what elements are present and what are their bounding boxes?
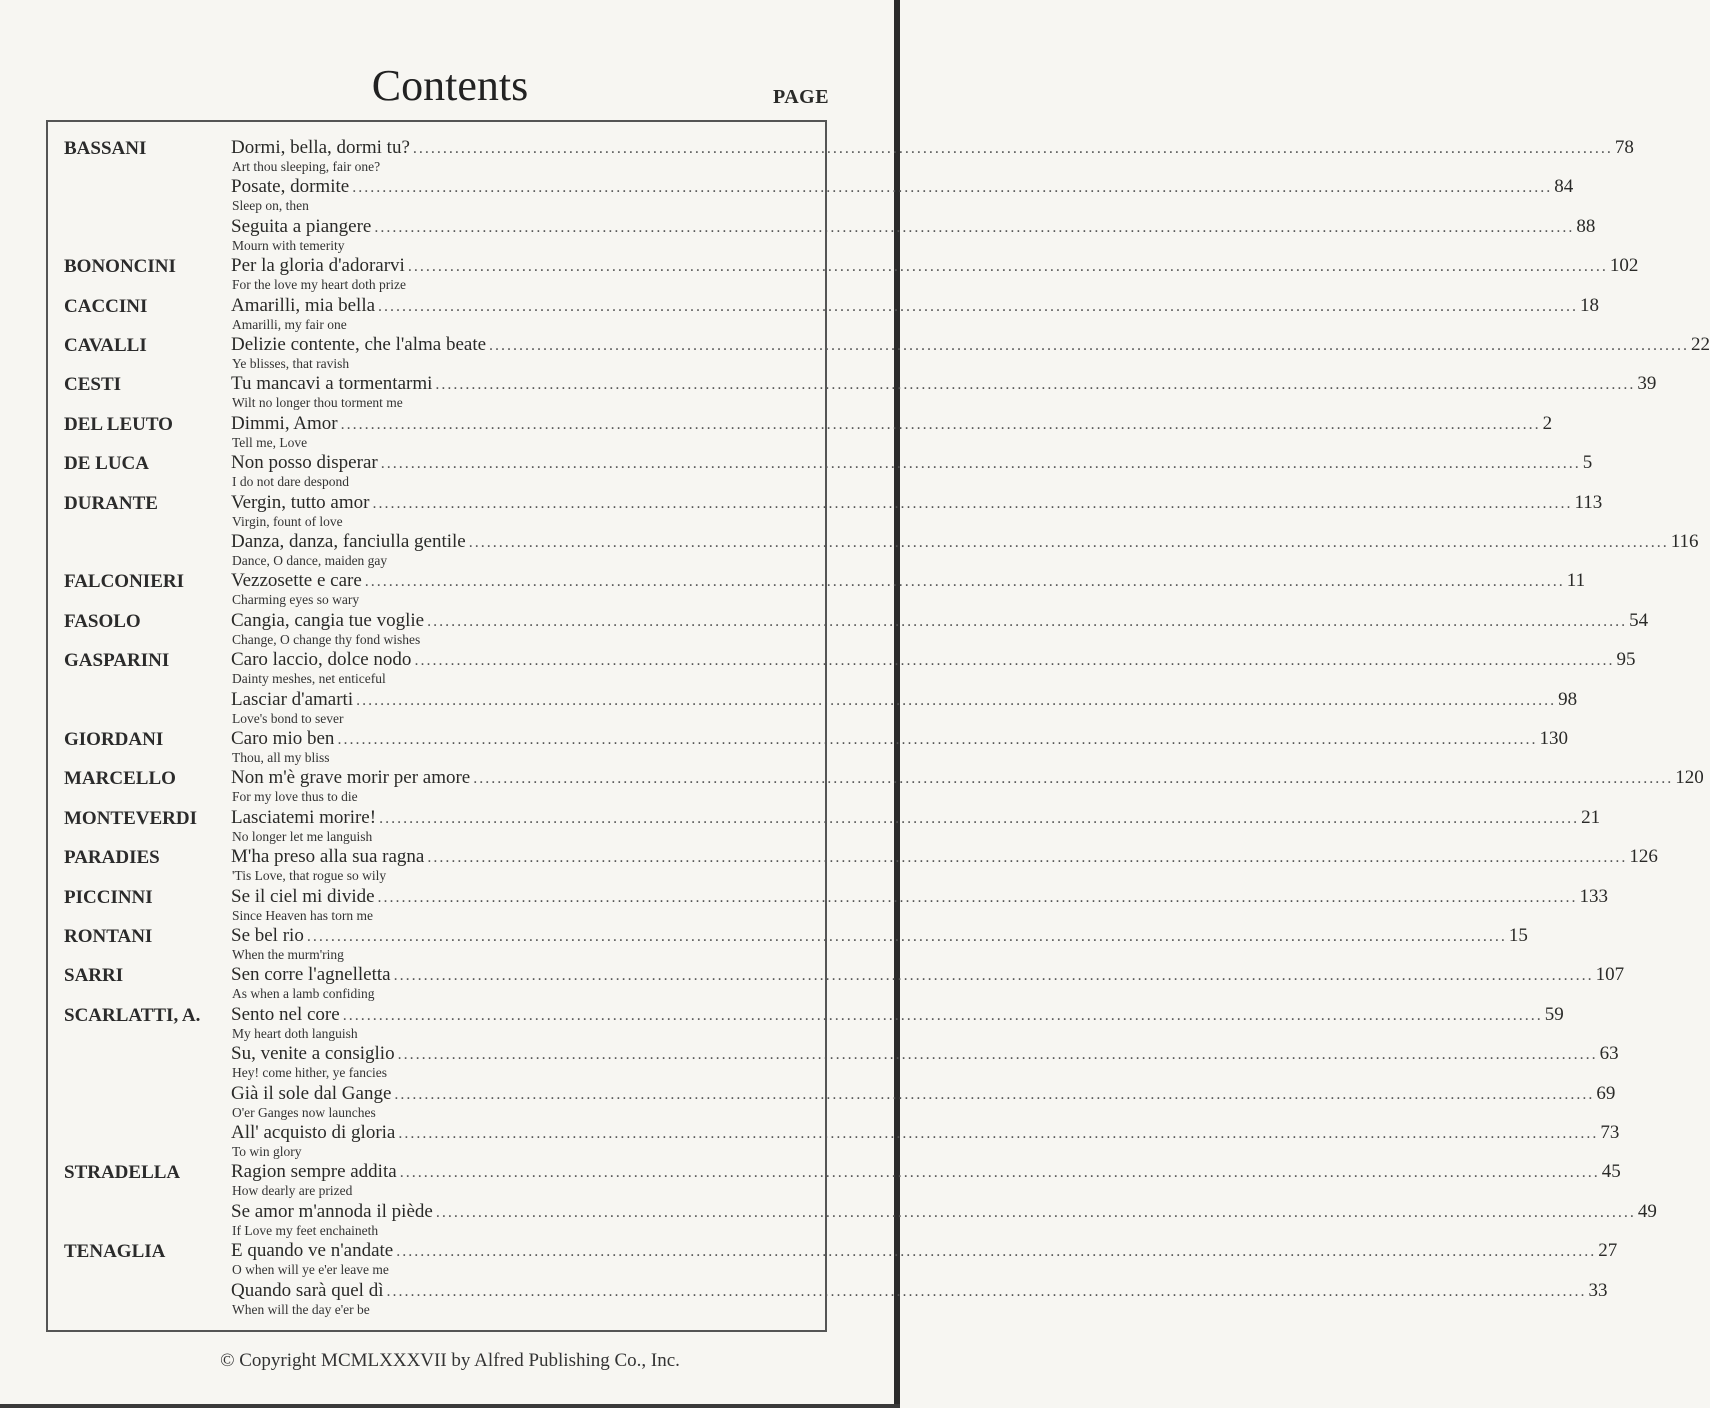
- contents-entry[interactable]: [231, 964, 1625, 986]
- composer-name: FASOLO: [64, 610, 141, 632]
- song-title: Se amor m'annoda il piède: [231, 1200, 433, 1222]
- song-title: E quando ve n'andate: [231, 1240, 394, 1262]
- title-translation: O'er Ganges now launches: [232, 1104, 376, 1120]
- title-translation: When will the day e'er be: [232, 1301, 370, 1317]
- title-translation: Since Heaven has torn me: [232, 907, 373, 923]
- song-title: Danza, danza, fanciulla gentile: [231, 531, 466, 552]
- composer-name: BASSANI: [64, 138, 147, 159]
- contents-entry[interactable]: [231, 531, 1699, 553]
- title-translation: Hey! come hither, ye fancies: [232, 1065, 388, 1081]
- dot-leader: ........................................................................................................................................................................................................: [412, 140, 1613, 157]
- page-number: 45: [1601, 1161, 1621, 1183]
- composer-name: STRADELLA: [64, 1162, 181, 1184]
- song-title: Ragion sempre addita: [231, 1161, 397, 1183]
- title-translation: When the murm'ring: [232, 947, 344, 962]
- contents-entry[interactable]: [231, 767, 1704, 789]
- title-translation: Ye blisses, that ravish: [232, 356, 350, 371]
- composer-name: GASPARINI: [64, 650, 170, 672]
- song-title: Non posso disperar: [231, 452, 378, 474]
- title-translation: Dainty meshes, net enticeful: [232, 671, 386, 687]
- song-title: Tu mancavi a tormentarmi: [231, 373, 433, 395]
- dot-leader: ........................................................................................................................................................................................................: [372, 494, 1573, 512]
- page-number: 130: [1539, 728, 1568, 749]
- contents-entry[interactable]: [231, 1082, 1616, 1105]
- page-number: 69: [1596, 1082, 1616, 1104]
- contents-entry[interactable]: [231, 215, 1596, 238]
- dot-leader: ........................................................................................................................................................................................................: [386, 1282, 1587, 1300]
- title-translation: Mourn with temerity: [232, 237, 345, 253]
- song-title: Se bel rio: [231, 925, 304, 946]
- dot-leader: ........................................................................................................................................................................................................: [337, 731, 1538, 748]
- song-title: Non m'è grave morir per amore: [231, 767, 471, 789]
- page-number: 113: [1574, 491, 1603, 513]
- dot-leader: ........................................................................................................................................................................................................: [473, 770, 1674, 788]
- song-title: Vergin, tutto amor: [231, 491, 370, 513]
- composer-name: PICCINNI: [64, 886, 153, 908]
- page-number: 78: [1614, 137, 1634, 158]
- page-number: 2: [1542, 412, 1553, 434]
- composer-name: CAVALLI: [64, 335, 147, 356]
- dot-leader: ........................................................................................................................................................................................................: [435, 376, 1636, 394]
- dot-leader: ........................................................................................................................................................................................................: [378, 297, 1579, 315]
- composer-name: FALCONIERI: [64, 571, 184, 593]
- page-number: 98: [1558, 688, 1578, 710]
- dot-leader: ........................................................................................................................................................................................................: [379, 809, 1580, 827]
- copyright-notice: © Copyright MCMLXXXVII by Alfred Publishing Co., Inc.: [220, 1350, 680, 1371]
- contents-entry[interactable]: [231, 412, 1553, 435]
- dot-leader: ........................................................................................................................................................................................................: [468, 534, 1669, 551]
- page-number: 116: [1670, 531, 1699, 552]
- dot-leader: ........................................................................................................................................................................................................: [489, 337, 1690, 354]
- title-translation: How dearly are prized: [232, 1183, 353, 1199]
- page-title: Contents: [371, 61, 529, 110]
- contents-entry[interactable]: [231, 491, 1603, 514]
- page-number: 126: [1629, 846, 1658, 868]
- dot-leader: ........................................................................................................................................................................................................: [364, 573, 1565, 591]
- song-title: Vezzosette e care: [231, 570, 362, 592]
- title-translation: Sleep on, then: [232, 198, 309, 214]
- song-title: Lasciatemi morire!: [231, 806, 377, 828]
- page-number: 49: [1637, 1200, 1657, 1222]
- song-title: Dormi, bella, dormi tu?: [231, 137, 410, 158]
- title-translation: If Love my feet enchaineth: [232, 1222, 379, 1238]
- dot-leader: ........................................................................................................................................................................................................: [398, 1125, 1599, 1142]
- song-title: Caro laccio, dolce nodo: [231, 649, 412, 671]
- composer-name: DEL LEUTO: [64, 413, 173, 435]
- contents-entry[interactable]: [231, 137, 1634, 159]
- composer-name: SARRI: [64, 965, 124, 987]
- dot-leader: ........................................................................................................................................................................................................: [427, 849, 1628, 867]
- composer-name: TENAGLIA: [64, 1241, 166, 1263]
- song-title: M'ha preso alla sua ragna: [231, 846, 425, 868]
- song-title: Sen corre l'agnelletta: [231, 964, 391, 986]
- page-number: 11: [1566, 570, 1586, 592]
- title-translation: O when will ye e'er leave me: [232, 1262, 389, 1278]
- composer-name: CACCINI: [64, 295, 148, 317]
- page-number: 59: [1544, 1003, 1564, 1025]
- song-title: Caro mio ben: [231, 728, 335, 749]
- page-number: 21: [1581, 806, 1601, 828]
- title-translation: For the love my heart doth prize: [232, 277, 406, 293]
- title-translation: 'Tis Love, that rogue so wily: [232, 868, 387, 884]
- song-title: Posate, dormite: [231, 176, 350, 198]
- contents-entry[interactable]: [231, 1161, 1621, 1183]
- page-number: 107: [1595, 964, 1625, 986]
- dot-leader: ........................................................................................................................................................................................................: [377, 888, 1578, 906]
- contents-entry[interactable]: [231, 1003, 1564, 1026]
- title-translation: Change, O change thy fond wishes: [232, 631, 421, 647]
- contents-entry[interactable]: [231, 806, 1601, 829]
- composer-name: SCARLATTI, A.: [64, 1004, 201, 1026]
- song-title: All' acquisto di gloria: [231, 1122, 396, 1143]
- composer-name: PARADIES: [64, 847, 160, 869]
- dot-leader: ........................................................................................................................................................................................................: [340, 415, 1541, 433]
- dot-leader: ........................................................................................................................................................................................................: [393, 967, 1594, 985]
- contents-entry[interactable]: [231, 925, 1528, 947]
- composer-name: DURANTE: [64, 492, 158, 514]
- song-title: Dimmi, Amor: [231, 412, 338, 434]
- page-number: 102: [1609, 255, 1639, 277]
- contents-entry[interactable]: [231, 1279, 1608, 1302]
- song-title: Seguita a piangere: [231, 215, 372, 237]
- dot-leader: ........................................................................................................................................................................................................: [342, 1006, 1543, 1024]
- page-number: 84: [1554, 176, 1574, 198]
- composer-name: BONONCINI: [64, 256, 176, 278]
- page-number: 39: [1637, 373, 1657, 395]
- dot-leader: ........................................................................................................................................................................................................: [407, 258, 1608, 276]
- dot-leader: ........................................................................................................................................................................................................: [427, 612, 1628, 630]
- contents-entry[interactable]: [231, 255, 1639, 277]
- page-bottom-edge: [0, 1404, 900, 1408]
- contents-entry[interactable]: [231, 609, 1649, 632]
- contents-entry[interactable]: [231, 294, 1600, 317]
- composer-name: MONTEVERDI: [64, 807, 198, 829]
- song-title: Quando sarà quel dì: [231, 1279, 384, 1301]
- contents-entry[interactable]: [231, 846, 1658, 868]
- contents-entry[interactable]: [231, 373, 1657, 395]
- page-number: 133: [1579, 885, 1609, 907]
- contents-entry[interactable]: [231, 570, 1586, 592]
- page-column-header: PAGE: [773, 86, 830, 108]
- page-number: 33: [1588, 1279, 1608, 1301]
- composer-name: GIORDANI: [64, 729, 164, 750]
- dot-leader: ........................................................................................................................................................................................................: [399, 1164, 1600, 1182]
- title-translation: To win glory: [232, 1144, 302, 1159]
- page-number: 22: [1691, 334, 1710, 355]
- page-number: 95: [1616, 649, 1636, 671]
- page-number: 54: [1629, 609, 1649, 631]
- dot-leader: ........................................................................................................................................................................................................: [435, 1203, 1636, 1221]
- song-title: Sento nel core: [231, 1003, 340, 1025]
- song-title: Su, venite a consiglio: [231, 1043, 395, 1065]
- dot-leader: ........................................................................................................................................................................................................: [380, 455, 1581, 473]
- dot-leader: ........................................................................................................................................................................................................: [374, 218, 1575, 236]
- title-translation: Tell me, Love: [232, 434, 308, 450]
- contents-entry[interactable]: [231, 1200, 1657, 1223]
- contents-entry[interactable]: [231, 728, 1568, 750]
- composer-name: DE LUCA: [64, 453, 149, 475]
- title-translation: For my love thus to die: [232, 789, 358, 805]
- contents-entry[interactable]: [231, 688, 1578, 711]
- song-title: Già il sole dal Gange: [231, 1082, 392, 1104]
- dot-leader: ........................................................................................................................................................................................................: [396, 1243, 1597, 1261]
- dot-leader: ........................................................................................................................................................................................................: [394, 1085, 1595, 1103]
- page-number: 18: [1580, 294, 1600, 316]
- dot-leader: ........................................................................................................................................................................................................: [356, 691, 1557, 709]
- title-translation: Love's bond to sever: [232, 710, 344, 726]
- title-translation: Thou, all my bliss: [232, 750, 330, 765]
- contents-entry[interactable]: [231, 1122, 1620, 1144]
- contents-entry[interactable]: [231, 452, 1593, 474]
- composer-name: RONTANI: [64, 926, 153, 947]
- title-translation: As when a lamb confiding: [232, 986, 375, 1002]
- contents-entry[interactable]: [231, 1043, 1619, 1065]
- song-title: Se il ciel mi divide: [231, 885, 375, 907]
- title-translation: I do not dare despond: [232, 474, 349, 490]
- contents-entry[interactable]: [231, 1240, 1618, 1262]
- page-number: 5: [1582, 452, 1593, 474]
- composer-name: CESTI: [64, 374, 122, 396]
- title-translation: No longer let me languish: [232, 828, 373, 844]
- song-title: Cangia, cangia tue voglie: [231, 609, 425, 631]
- contents-entry[interactable]: [231, 885, 1609, 908]
- composer-name: MARCELLO: [64, 768, 176, 790]
- page-number: 88: [1576, 215, 1596, 237]
- dot-leader: ........................................................................................................................................................................................................: [414, 652, 1615, 670]
- dot-leader: ........................................................................................................................................................................................................: [352, 179, 1553, 197]
- song-title: Amarilli, mia bella: [231, 294, 376, 316]
- contents-entry[interactable]: [231, 649, 1636, 671]
- page-number: 73: [1600, 1122, 1620, 1143]
- song-title: Lasciar d'amarti: [231, 688, 354, 710]
- title-translation: Wilt no longer thou torment me: [232, 395, 403, 411]
- song-title: Delizie contente, che l'alma beate: [231, 334, 487, 355]
- dot-leader: ........................................................................................................................................................................................................: [306, 928, 1507, 945]
- title-translation: Amarilli, my fair one: [232, 316, 347, 332]
- contents-entry[interactable]: [231, 334, 1710, 356]
- dot-leader: ........................................................................................................................................................................................................: [397, 1046, 1598, 1064]
- title-translation: Virgin, fount of love: [232, 513, 343, 529]
- contents-entry[interactable]: [231, 176, 1574, 198]
- page-number: 120: [1675, 767, 1704, 789]
- title-translation: Art thou sleeping, fair one?: [232, 159, 381, 174]
- title-translation: My heart doth languish: [232, 1025, 358, 1041]
- page-number: 15: [1508, 925, 1528, 946]
- title-translation: Dance, O dance, maiden gay: [232, 553, 388, 568]
- title-translation: Charming eyes so wary: [232, 592, 360, 608]
- page-number: 63: [1599, 1043, 1619, 1065]
- page-number: 27: [1598, 1240, 1618, 1262]
- song-title: Per la gloria d'adorarvi: [231, 255, 405, 277]
